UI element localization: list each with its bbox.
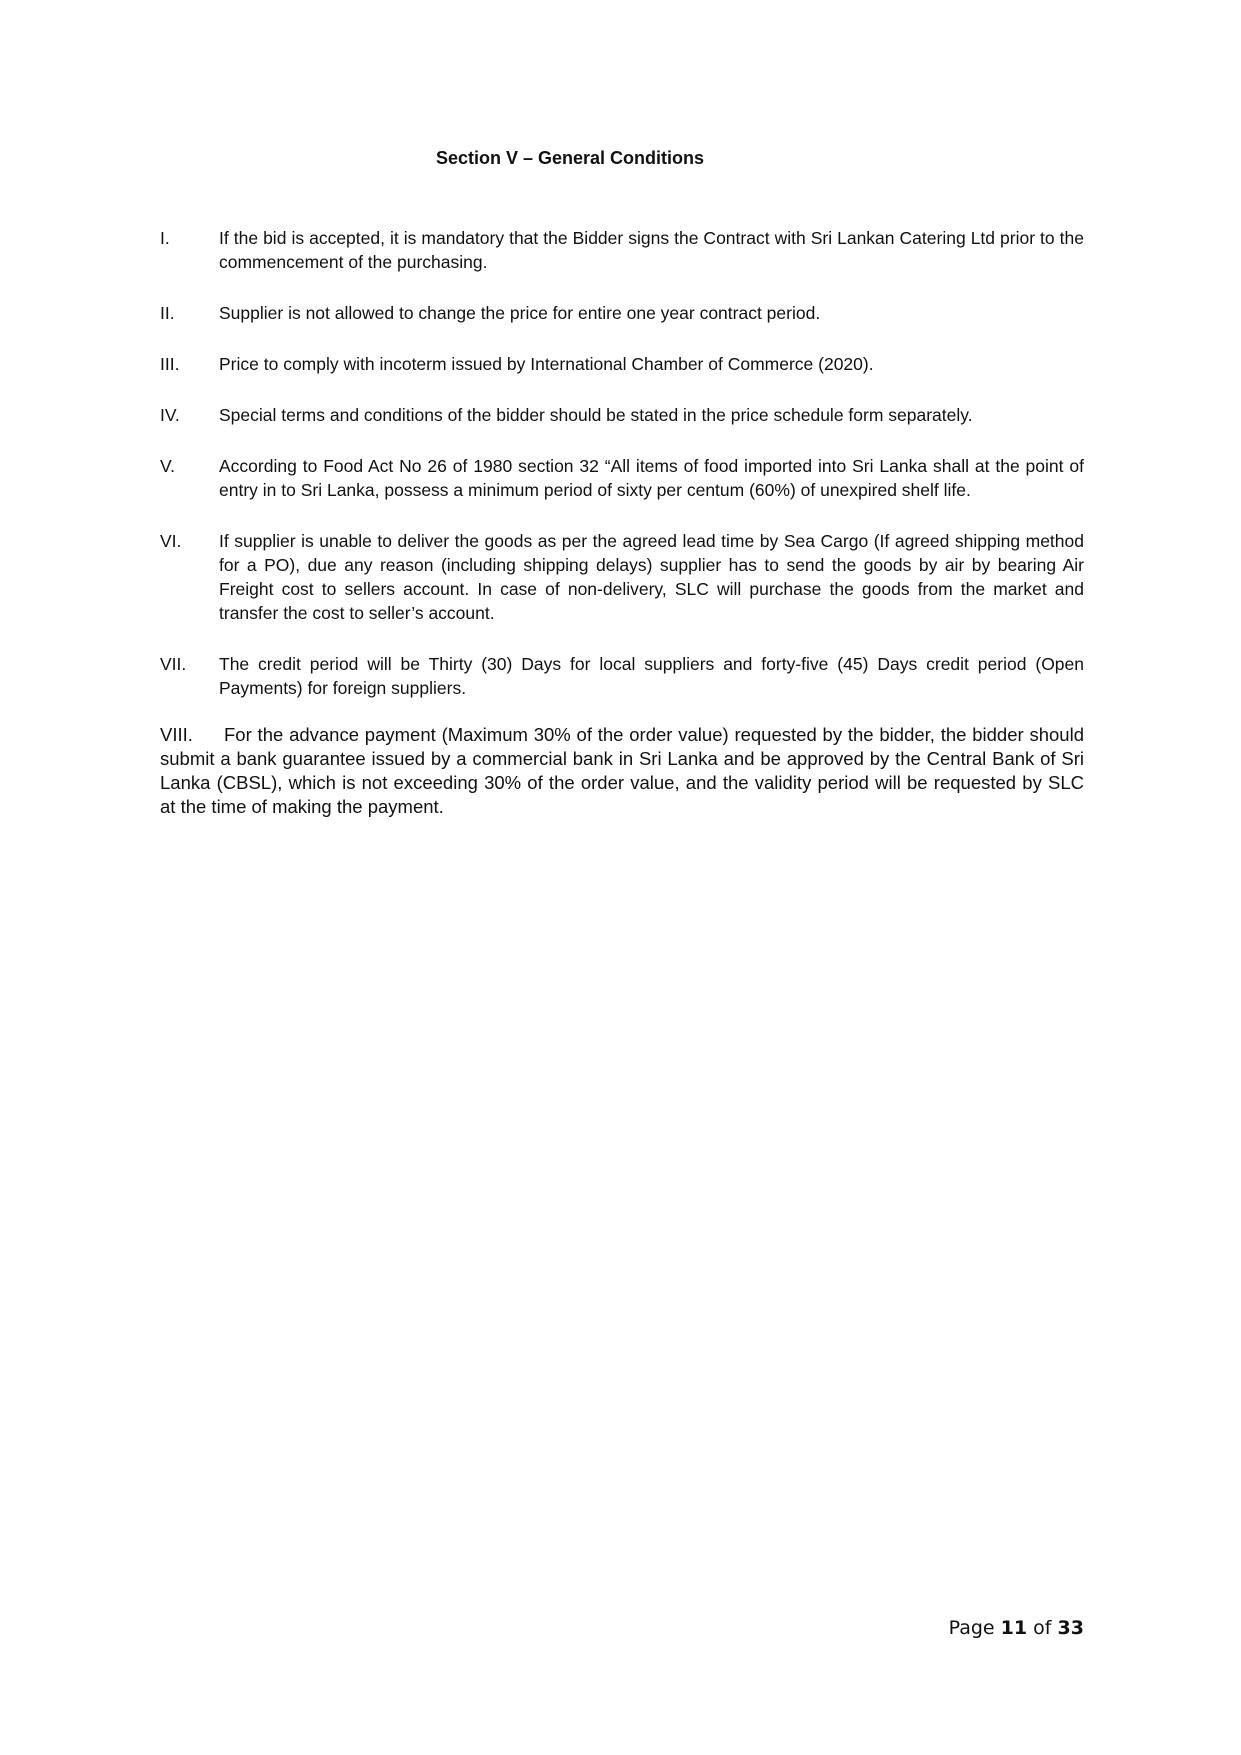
section-title: Section V – General Conditions bbox=[435, 148, 705, 168]
conditions-list bbox=[160, 226, 1084, 819]
total-pages: 33 bbox=[1057, 1617, 1084, 1639]
item-number: VIII. bbox=[160, 724, 193, 745]
page-footer bbox=[949, 1617, 1084, 1639]
condition-item bbox=[160, 652, 1084, 700]
condition-item bbox=[160, 352, 1084, 376]
item-text: Supplier is not allowed to change the price for entire one year contract period. bbox=[219, 303, 821, 323]
item-text: According to Food Act No 26 of 1980 section 32 “All items of food imported into Sri Lanka shall at the point of entry in to Sri Lanka, possess a minimum period of sixty per centum (60%) of unexpired shelf life. bbox=[219, 456, 1084, 500]
item-text: Special terms and conditions of the bidder should be stated in the price schedule form separately. bbox=[219, 405, 973, 425]
item-text: Price to comply with incoterm issued by International Chamber of Commerce (2020). bbox=[219, 354, 874, 374]
item-text: If supplier is unable to deliver the goods as per the agreed lead time by Sea Cargo (If agreed shipping method for a PO), due any reason (including shipping delays) supplier has to send the goods by air by bearing Air Freight cost to sellers account. In case of non-delivery, SLC will purchase the goods from the market and transfer the cost to seller’s account. bbox=[219, 531, 1084, 623]
item-number: V. bbox=[160, 456, 175, 476]
item-number: II. bbox=[160, 303, 175, 323]
condition-item bbox=[160, 529, 1084, 625]
condition-item bbox=[160, 301, 1084, 325]
condition-item-advance-payment bbox=[160, 723, 1084, 819]
item-number: IV. bbox=[160, 405, 180, 425]
item-text: For the advance payment (Maximum 30% of the order value) requested by the bidder, the bidder should submit a bank guarantee issued by a commercial bank in Sri Lanka and be approved by the Central Bank of Sri Lanka (CBSL), which is not exceeding 30% of the order value, and the validity period will be requested by SLC at the time of making the payment. bbox=[160, 724, 1084, 817]
of-label: of bbox=[1033, 1617, 1052, 1639]
item-text: If the bid is accepted, it is mandatory that the Bidder signs the Contract with Sri Lankan Catering Ltd prior to the commencement of the purchasing. bbox=[219, 228, 1084, 272]
page-number: 11 bbox=[1000, 1617, 1028, 1639]
page-label: Page bbox=[948, 1617, 995, 1639]
item-number: VII. bbox=[160, 654, 187, 674]
item-number: III. bbox=[160, 354, 180, 374]
condition-item bbox=[160, 403, 1084, 427]
item-number: VI. bbox=[160, 531, 182, 551]
condition-item bbox=[160, 454, 1084, 502]
condition-item bbox=[160, 226, 1084, 274]
item-number: I. bbox=[160, 228, 170, 248]
item-text: The credit period will be Thirty (30) Days for local suppliers and forty-five (45) Days credit period (Open Payments) for foreign suppliers. bbox=[219, 654, 1084, 698]
